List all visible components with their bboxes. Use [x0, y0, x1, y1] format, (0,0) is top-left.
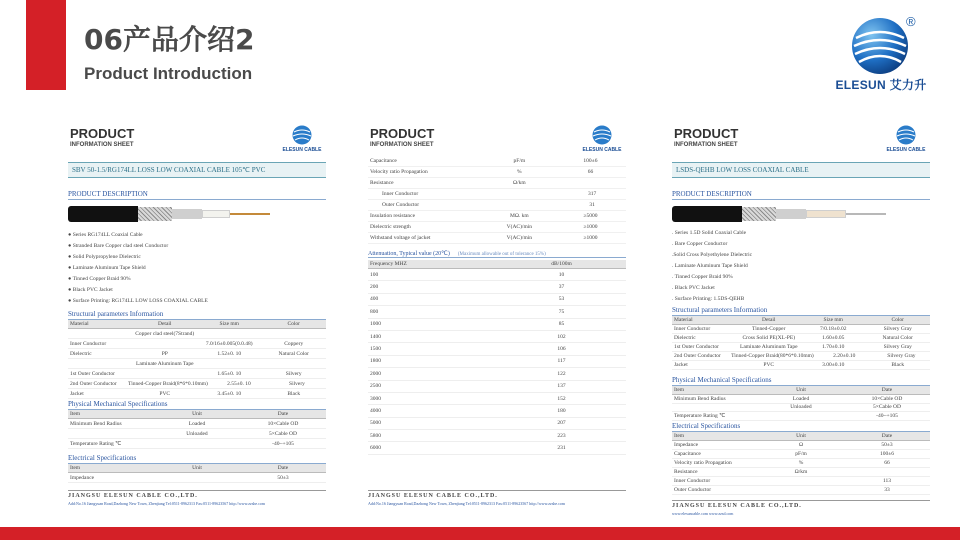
table-cell: Ω: [798, 442, 804, 448]
registered-mark: ®: [906, 14, 916, 29]
table-cell: Silvery Gray: [887, 353, 916, 359]
table-cell: 1st Outer Conductor: [70, 370, 115, 377]
feature-item: . Black PVC Jacket: [672, 285, 715, 291]
sheet-footer: [68, 490, 326, 506]
electrical-table: [672, 432, 930, 495]
model-bar: SBV 50-1.5/RG174LL LOSS LOW COAXIAL CABLE 105℃ PVC: [68, 162, 326, 178]
table-cell: Temperature Rating ℃: [70, 440, 122, 447]
table-row: [68, 349, 326, 359]
feature-item: . Series 1.5D Solid Coaxial Cable: [672, 230, 747, 236]
table-cell: Silvery Gray: [883, 344, 912, 350]
structural-table: [672, 316, 930, 370]
sheet-subtitle: INFORMATION SHEET: [370, 142, 434, 148]
table-cell: 180: [557, 407, 566, 414]
table-cell: [154, 477, 240, 479]
mechanical-table: [68, 410, 326, 449]
param-name: Outer Conductor: [382, 202, 420, 208]
section-description: PRODUCT DESCRIPTION: [672, 190, 930, 200]
page-title-en: Product Introduction: [84, 64, 253, 83]
table-cell: Inner Conductor: [674, 326, 711, 332]
section-structural: Structural parameters Information: [68, 310, 326, 320]
table-cell: [133, 373, 198, 375]
table-cell: [68, 433, 154, 435]
table-cell: Loaded: [188, 420, 206, 427]
table-cell: 53: [558, 296, 565, 303]
accent-bar: [26, 0, 66, 90]
table-row: [68, 473, 326, 483]
table-cell: 50±3: [881, 442, 893, 448]
table-cell: 117: [557, 358, 566, 365]
table-cell: 5×Cable OD: [269, 430, 297, 437]
table-cell: Black: [287, 390, 301, 397]
table-cell: Natural Color: [278, 350, 309, 357]
sheet-footer: [368, 490, 626, 506]
param-value: 31: [589, 202, 595, 208]
feature-list: [68, 230, 326, 307]
table-cell: 33: [884, 487, 890, 493]
table-row: [672, 334, 930, 343]
table-cell: Inner Conductor: [674, 478, 711, 484]
feature-list: [672, 228, 930, 305]
table-cell: 200: [370, 284, 379, 291]
footer-company: JIANGSU ELESUN CABLE CO.,LTD.: [672, 503, 802, 509]
table-cell: Loaded: [792, 395, 810, 402]
table-row: [368, 430, 626, 442]
table-cell: 122: [557, 370, 566, 377]
table-cell: [133, 343, 198, 345]
param-name: Capacitance: [370, 158, 397, 164]
table-row: [672, 441, 930, 450]
param-row: [368, 222, 626, 233]
table-row: [368, 281, 626, 293]
table-cell: 7/0.18±0.02: [819, 326, 847, 332]
feature-item: ● Laminate Aluminum Tape Shield: [68, 265, 146, 271]
table-cell: Unloaded: [186, 430, 208, 437]
sheet-footer: [672, 500, 930, 516]
sheet-logo: [282, 125, 322, 157]
table-cell: 3.45±0. 10: [217, 390, 242, 397]
section-structural: Structural parameters Information: [672, 306, 930, 316]
feature-item: ● Series RG174LL Coaxial Cable: [68, 232, 143, 238]
feature-item: .Solid Cross Polyethylene Dielectric: [672, 252, 753, 258]
table-cell: [68, 333, 133, 335]
feature-item: ● Black PVC Jacket: [68, 287, 113, 293]
table-cell: 223: [557, 432, 566, 439]
section-mechanical: Physical Mechanical Specifications: [68, 400, 326, 410]
table-row: [68, 419, 326, 429]
table-row: [368, 405, 626, 417]
table-cell: 800: [370, 308, 379, 315]
column-header: Color: [891, 317, 905, 323]
table-row: [68, 389, 326, 399]
cable-image: [672, 200, 902, 226]
table-cell: Tinned-Copper Braid(80*6*0.10mm): [731, 353, 814, 359]
bottom-bar: [0, 527, 960, 540]
table-cell: 2nd Outer Conductor: [674, 353, 721, 359]
param-value: ≥1000: [583, 235, 598, 241]
table-cell: Unloaded: [790, 404, 812, 411]
column-header: Item: [674, 433, 685, 439]
param-unit: V(AC)/min: [506, 224, 533, 230]
table-cell: [197, 363, 262, 365]
table-row: [672, 352, 930, 361]
table-cell: %: [798, 460, 804, 466]
table-row: [68, 379, 326, 389]
table-cell: 1500: [370, 346, 381, 353]
table-cell: -40~+105: [272, 440, 294, 447]
param-name: Resistance: [370, 180, 394, 186]
table-cell: 113: [882, 478, 892, 484]
table-cell: 1.60±0.05: [822, 335, 845, 341]
table-row: [672, 361, 930, 370]
table-row: [368, 306, 626, 318]
table-cell: 2.55±0. 10: [227, 380, 251, 387]
feature-item: . Laminate Aluminum Tape Shield: [672, 263, 748, 269]
table-row: [368, 393, 626, 405]
table-row: [68, 359, 326, 369]
table-cell: 5×Cable OD: [873, 404, 901, 411]
feature-item: ● Surface Printing: RG174LL LOW LOSS COAXIAL CABLE: [68, 298, 208, 304]
table-cell: Impedance: [70, 474, 95, 481]
table-cell: 10: [558, 271, 565, 278]
structural-table: [68, 320, 326, 399]
param-row: [368, 211, 626, 222]
table-cell: 207: [557, 420, 566, 427]
param-name: Dielectric strength: [370, 224, 411, 230]
table-cell: Velocity ratio Propagation: [674, 460, 732, 466]
param-row: [368, 200, 626, 211]
feature-item: . Bare Copper Conductor: [672, 241, 728, 247]
electrical-params: [368, 156, 626, 244]
sheet-header: [358, 118, 628, 156]
param-name: Velocity ratio Propagation: [370, 169, 428, 175]
mechanical-table: [672, 386, 930, 421]
sheet-title: PRODUCT: [370, 126, 435, 141]
product-sheet-2: [358, 118, 628, 518]
table-cell: Coppery: [284, 340, 304, 347]
column-header: Size mm: [823, 317, 843, 323]
table-cell: 2.20±0.10: [833, 353, 856, 359]
feature-item: . Surface Printing: 1.5DS-QEHB: [672, 296, 745, 302]
param-value: 317: [587, 191, 597, 197]
globe-icon: [292, 125, 312, 145]
column-header: Detail: [158, 321, 172, 327]
table-cell: Jacket: [70, 390, 84, 397]
table-header: [68, 410, 326, 419]
table-header: [368, 260, 626, 269]
table-cell: Tinned-Copper: [752, 326, 786, 332]
table-cell: Jacket: [674, 362, 688, 368]
table-cell: [262, 363, 327, 365]
column-header: Unit: [192, 411, 202, 417]
table-cell: Cross Solid PE(XL-PE): [742, 335, 796, 341]
table-row: [368, 356, 626, 368]
table-cell: Inner Conductor: [70, 340, 107, 347]
table-cell: 66: [884, 460, 890, 466]
param-row: [368, 178, 626, 189]
table-cell: [154, 443, 240, 445]
brand-logo: [826, 14, 936, 94]
table-row: [368, 418, 626, 430]
column-header: Frequency MHZ: [370, 261, 407, 267]
table-cell: 152: [557, 395, 566, 402]
brand-name: ELESUN 艾力升: [835, 78, 927, 92]
table-cell: 106: [557, 346, 566, 353]
table-cell: 6000: [370, 445, 381, 452]
table-cell: PVC: [159, 390, 171, 397]
table-cell: Minimum Bend Radius: [674, 395, 726, 402]
feature-item: ● Tinned Copper Braid 90%: [68, 276, 131, 282]
feature-item: . Tinned Copper Braid 90%: [672, 274, 733, 280]
table-cell: Capacitance: [674, 451, 701, 457]
table-cell: Tinned-Copper Braid(8*6*0.10mm): [128, 380, 208, 387]
column-header: Date: [277, 465, 289, 471]
column-header: Material: [70, 321, 89, 327]
param-row: [368, 189, 626, 200]
table-cell: 2500: [370, 383, 381, 390]
table-cell: Laminate Aluminum Tape: [739, 344, 798, 350]
footer-company: JIANGSU ELESUN CABLE CO.,LTD.: [68, 493, 198, 499]
column-header: Item: [70, 411, 81, 417]
table-cell: 1.70±0.10: [822, 344, 845, 350]
table-cell: 1.52±0. 10: [217, 350, 242, 357]
sheet-title: PRODUCT: [674, 126, 739, 141]
table-row: [672, 477, 930, 486]
table-header: [68, 464, 326, 473]
table-cell: 100: [370, 271, 379, 278]
param-row: [368, 233, 626, 244]
sheet-subtitle: INFORMATION SHEET: [674, 142, 738, 148]
table-cell: 85: [558, 321, 565, 328]
table-cell: 2000: [370, 370, 381, 377]
table-cell: Silvery: [285, 370, 302, 377]
table-cell: 5800: [370, 432, 381, 439]
table-cell: 3000: [370, 395, 381, 402]
table-cell: [672, 406, 758, 408]
sheet-header: [58, 118, 328, 156]
table-cell: 102: [557, 333, 566, 340]
param-unit: pF/m: [513, 158, 526, 164]
sheet-title: PRODUCT: [70, 126, 135, 141]
table-row: [672, 459, 930, 468]
param-unit: %: [517, 169, 522, 175]
column-header: Unit: [796, 387, 806, 393]
table-row: [68, 329, 326, 339]
table-row: [68, 439, 326, 449]
column-header: Unit: [796, 433, 806, 439]
table-cell: 37: [558, 284, 565, 291]
section-electrical: Electrical Specifications: [68, 454, 326, 464]
param-name: Withstand voltage of jacket: [370, 235, 431, 241]
table-cell: 1.65±0. 10: [217, 370, 242, 377]
feature-item: ● Solid Polypropylene Dielectric: [68, 254, 141, 260]
table-cell: Silvery: [289, 380, 305, 387]
column-header: Item: [70, 465, 81, 471]
product-sheet-1: [58, 118, 328, 518]
param-unit: V(AC)/min: [506, 235, 533, 241]
table-cell: Copper clad steel(7Strand): [135, 330, 195, 337]
table-row: [368, 269, 626, 281]
table-row: [368, 442, 626, 454]
table-row: [368, 319, 626, 331]
table-cell: 4000: [370, 407, 381, 414]
table-header: [672, 386, 930, 395]
table-cell: 137: [557, 383, 566, 390]
table-row: [368, 368, 626, 380]
table-row: [368, 331, 626, 343]
section-mechanical: Physical Mechanical Specifications: [672, 376, 930, 386]
model-bar: LSDS-QEHB LOW LOSS COAXIAL CABLE: [672, 162, 930, 178]
feature-item: ● Stranded Bare Copper clad steel Conductor: [68, 243, 169, 249]
column-header: dB/100m: [551, 261, 572, 267]
table-row: [368, 381, 626, 393]
table-cell: Silvery Gray: [883, 326, 912, 332]
footer-address: Add:No.16 Jiangyuan Road,Dazhong New Town, Zhenjiang Tel:0511-8962313 Fax:0511-89623567 http://www.zzshe.com: [368, 501, 566, 506]
table-cell: 1st Outer Conductor: [674, 344, 719, 350]
globe-icon: [896, 125, 916, 145]
table-cell: 231: [557, 445, 566, 452]
attenuation-table: [368, 260, 626, 455]
table-cell: -40~+105: [876, 412, 898, 419]
sheet-logo: [886, 125, 926, 157]
sheet-logo-text: ELESUN CABLE: [582, 147, 622, 153]
table-cell: [68, 363, 133, 365]
table-cell: 100±6: [879, 451, 895, 457]
table-cell: 10×Cable OD: [871, 395, 903, 402]
param-unit: Ω/km: [513, 180, 526, 186]
param-value: 100±6: [583, 158, 598, 164]
param-row: [368, 167, 626, 178]
table-cell: Temperature Rating ℃: [674, 412, 726, 419]
table-row: [672, 450, 930, 459]
param-unit: MΩ. km: [509, 213, 529, 219]
table-cell: 7.0/16±0.005(0.0.48): [205, 340, 253, 347]
footer-address: www.elesuncable.com www.zzsd.com: [672, 511, 734, 516]
column-header: Date: [277, 411, 289, 417]
column-header: Item: [674, 387, 685, 393]
table-cell: 2nd Outer Conductor: [70, 380, 117, 387]
table-cell: Dielectric: [674, 335, 696, 341]
table-cell: Natural Color: [882, 335, 913, 341]
electrical-table: [68, 464, 326, 483]
attenuation-title: Attenuation, Typical value (20℃): [368, 251, 450, 257]
cable-image: [68, 200, 288, 226]
column-header: Detail: [762, 317, 776, 323]
table-row: [68, 369, 326, 379]
table-row: [672, 412, 930, 421]
table-row: [672, 325, 930, 334]
table-cell: [758, 480, 844, 482]
table-cell: Laminate Aluminum Tape: [135, 360, 194, 367]
table-cell: [758, 415, 844, 417]
table-cell: [197, 333, 262, 335]
footer-company: JIANGSU ELESUN CABLE CO.,LTD.: [368, 493, 498, 499]
footer-address: Add:No.16 Jiangyuan Road,Dazhong New Town, Zhenjiang Tel:0511-8962313 Fax:0511-89623567 http://www.zzshe.com: [68, 501, 266, 506]
table-cell: Impedance: [674, 442, 699, 448]
table-cell: 75: [558, 308, 565, 315]
table-cell: 1000: [370, 321, 381, 328]
section-description: PRODUCT DESCRIPTION: [68, 190, 326, 200]
table-cell: Outer Conductor: [674, 487, 712, 493]
table-row: [68, 339, 326, 349]
section-attenuation: [368, 250, 626, 258]
param-value: ≥1000: [583, 224, 598, 230]
column-header: Date: [881, 433, 893, 439]
table-cell: Minimum Bend Radius: [70, 420, 122, 427]
table-cell: 5000: [370, 420, 381, 427]
attenuation-note: (Maximum allowable out of tolerance 15%): [457, 252, 546, 257]
param-value: ≥5000: [583, 213, 598, 219]
table-cell: [844, 471, 930, 473]
table-cell: [758, 489, 844, 491]
table-row: [672, 395, 930, 404]
title-block: [84, 22, 254, 84]
param-value: 66: [587, 169, 594, 175]
table-cell: 1800: [370, 358, 381, 365]
section-electrical: Electrical Specifications: [672, 422, 930, 432]
column-header: Material: [674, 317, 693, 323]
table-cell: PP: [161, 350, 168, 357]
sheet-header: [662, 118, 932, 156]
globe-icon: [592, 125, 612, 145]
sheet-logo-text: ELESUN CABLE: [282, 147, 322, 153]
table-cell: Resistance: [674, 469, 698, 475]
table-cell: 10×Cable OD: [267, 420, 299, 427]
table-cell: 1400: [370, 333, 381, 340]
column-header: Unit: [192, 465, 202, 471]
column-header: Date: [881, 387, 893, 393]
table-row: [368, 343, 626, 355]
table-cell: Ω/km: [794, 469, 808, 475]
table-row: [672, 468, 930, 477]
table-row: [68, 429, 326, 439]
sheet-logo-text: ELESUN CABLE: [886, 147, 926, 153]
product-sheet-3: [662, 118, 932, 518]
table-cell: PVC: [763, 362, 775, 368]
column-header: Color: [287, 321, 301, 327]
table-cell: 50±3: [277, 474, 289, 481]
table-cell: [262, 333, 327, 335]
sheet-subtitle: INFORMATION SHEET: [70, 142, 134, 148]
table-row: [672, 404, 930, 413]
globe-icon: [850, 16, 910, 76]
table-row: [672, 486, 930, 495]
page-title-cn: 06产品介绍2: [84, 23, 255, 56]
table-cell: Black: [891, 362, 905, 368]
param-name: Inner Conductor: [382, 191, 419, 197]
param-row: [368, 156, 626, 167]
table-row: [368, 294, 626, 306]
table-header: [672, 316, 930, 325]
table-header: [672, 432, 930, 441]
column-header: Size mm: [219, 321, 239, 327]
table-row: [672, 343, 930, 352]
table-cell: 400: [370, 296, 379, 303]
table-cell: 3.00±0.10: [822, 362, 845, 368]
table-cell: Dielectric: [70, 350, 92, 357]
table-header: [68, 320, 326, 329]
sheet-logo: [582, 125, 622, 157]
table-cell: pF/m: [795, 451, 807, 457]
param-name: Insulation resistance: [370, 213, 416, 219]
